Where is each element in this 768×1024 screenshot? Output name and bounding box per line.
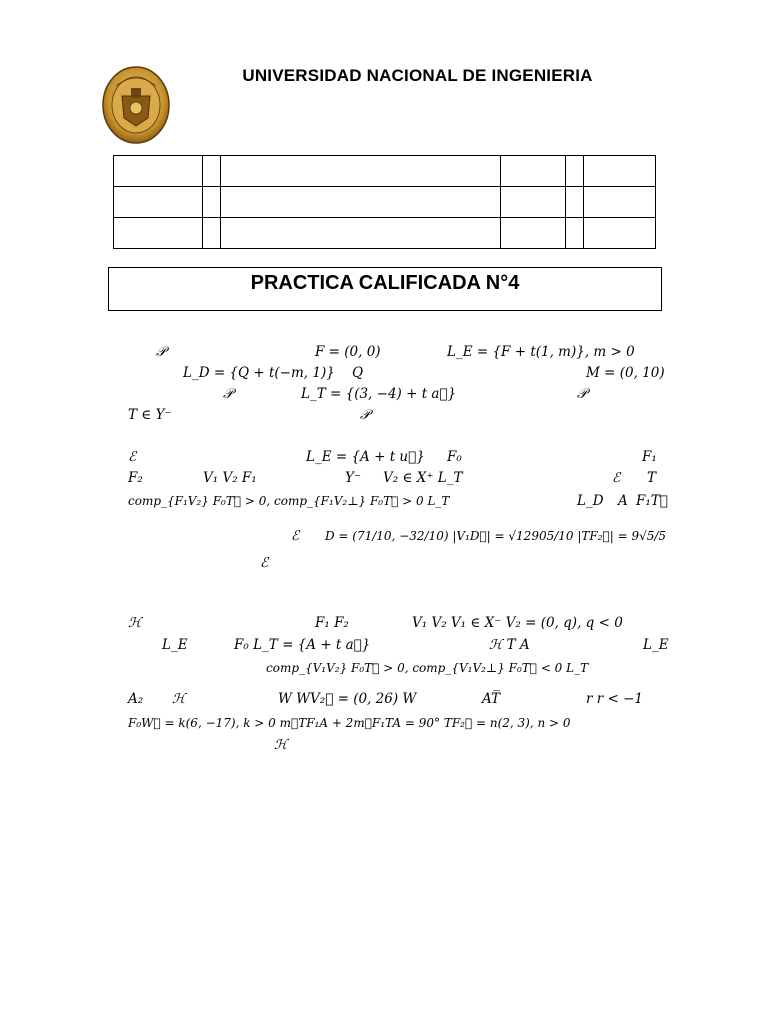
math-fragment: M = (0, 10)	[586, 365, 665, 381]
math-fragment: L_D = {Q + t(−m, 1)}	[183, 365, 335, 381]
table-cell	[584, 218, 656, 249]
math-fragment: r r < −1	[586, 691, 643, 707]
table-cell	[114, 187, 203, 218]
math-fragment: AT̅	[482, 691, 501, 707]
math-fragment: F₀ L_T = {A + t a⃗}	[234, 637, 371, 653]
math-fragment: L_E = {F + t(1, m)}, m > 0	[447, 344, 635, 360]
table-cell	[501, 187, 566, 218]
math-fragment: 𝒫	[156, 344, 166, 360]
table-cell	[114, 218, 203, 249]
table-cell	[501, 156, 566, 187]
math-fragment: T ∈ Y⁻	[128, 407, 172, 423]
math-fragment: V₁ V₂ F₁	[203, 470, 257, 486]
table-cell	[566, 218, 584, 249]
math-fragment: L_E	[162, 637, 188, 653]
table-cell	[221, 156, 501, 187]
math-fragment: ℰ	[260, 555, 269, 571]
math-fragment: 𝒫	[223, 386, 233, 402]
math-fragment: F₀W⃗ = k(6, −17), k > 0 m∡TF₁A + 2m∡F₁TA = 90° TF₂⃗ = n(2, 3), n > 0	[128, 716, 571, 730]
university-seal-logo	[102, 66, 170, 144]
math-fragment: W WV₂⃗ = (0, 26) W	[278, 691, 417, 707]
table-cell	[584, 187, 656, 218]
math-fragment: F₁	[642, 449, 657, 465]
math-fragment: F = (0, 0)	[315, 344, 381, 360]
math-fragment: V₂ ∈ X⁺ L_T	[383, 470, 463, 486]
table-cell	[203, 218, 221, 249]
university-name: UNIVERSIDAD NACIONAL DE INGENIERIA	[242, 66, 593, 85]
table-cell	[584, 156, 656, 187]
exam-title: PRACTICA CALIFICADA N°4	[250, 272, 520, 294]
math-fragment: F₀	[447, 449, 462, 465]
exam-title-box	[108, 267, 662, 311]
math-fragment: V₁ V₂ V₁ ∈ X⁻ V₂ = (0, q), q < 0	[412, 615, 623, 631]
table-cell	[114, 156, 203, 187]
math-fragment: comp_{V₁V₂} F₀T⃗ > 0, comp_{V₁V₂⊥} F₀T⃗ < 0 L_T	[266, 661, 589, 675]
table-cell	[221, 187, 501, 218]
math-fragment: ℋ T A	[489, 637, 530, 653]
math-fragment: L_T = {(3, −4) + t a⃗}	[301, 386, 457, 402]
math-fragment: F₂	[128, 470, 143, 486]
math-fragment: L_E = {A + t u⃗}	[306, 449, 425, 465]
math-fragment: L_E	[643, 637, 669, 653]
math-fragment: D = (71/10, −32/10) |V₁D⃗| = √12905/10 |TF₂⃗| = 9√5/5	[325, 529, 667, 543]
math-fragment: Q	[352, 365, 364, 381]
table-row	[114, 156, 656, 187]
math-fragment: ℋ	[128, 615, 142, 631]
math-fragment: ℋ	[172, 691, 186, 707]
table-cell	[566, 187, 584, 218]
math-fragment: L_D	[577, 493, 604, 509]
table-row	[114, 187, 656, 218]
table-cell	[221, 218, 501, 249]
table-cell	[203, 187, 221, 218]
math-fragment: 𝒫	[360, 407, 370, 423]
math-fragment: ℰ	[128, 449, 137, 465]
math-fragment: 𝒫	[577, 386, 587, 402]
table-cell	[203, 156, 221, 187]
table-row	[114, 218, 656, 249]
math-fragment: comp_{F₁V₂} F₀T⃗ > 0, comp_{F₁V₂⊥} F₀T⃗ > 0 L_T	[128, 494, 450, 508]
math-fragment: F₁T⃗	[636, 493, 668, 509]
math-fragment: ℋ	[274, 737, 288, 753]
math-fragment: Y⁻	[345, 470, 362, 486]
math-fragment: ℰ	[612, 470, 621, 486]
math-fragment: F₁ F₂	[315, 615, 349, 631]
table-cell	[501, 218, 566, 249]
student-info-table	[113, 155, 656, 249]
math-fragment: A	[618, 493, 628, 509]
table-cell	[566, 156, 584, 187]
math-fragment: T	[647, 470, 657, 486]
math-fragment: A₂	[128, 691, 144, 707]
math-fragment: ℰ	[291, 528, 300, 544]
